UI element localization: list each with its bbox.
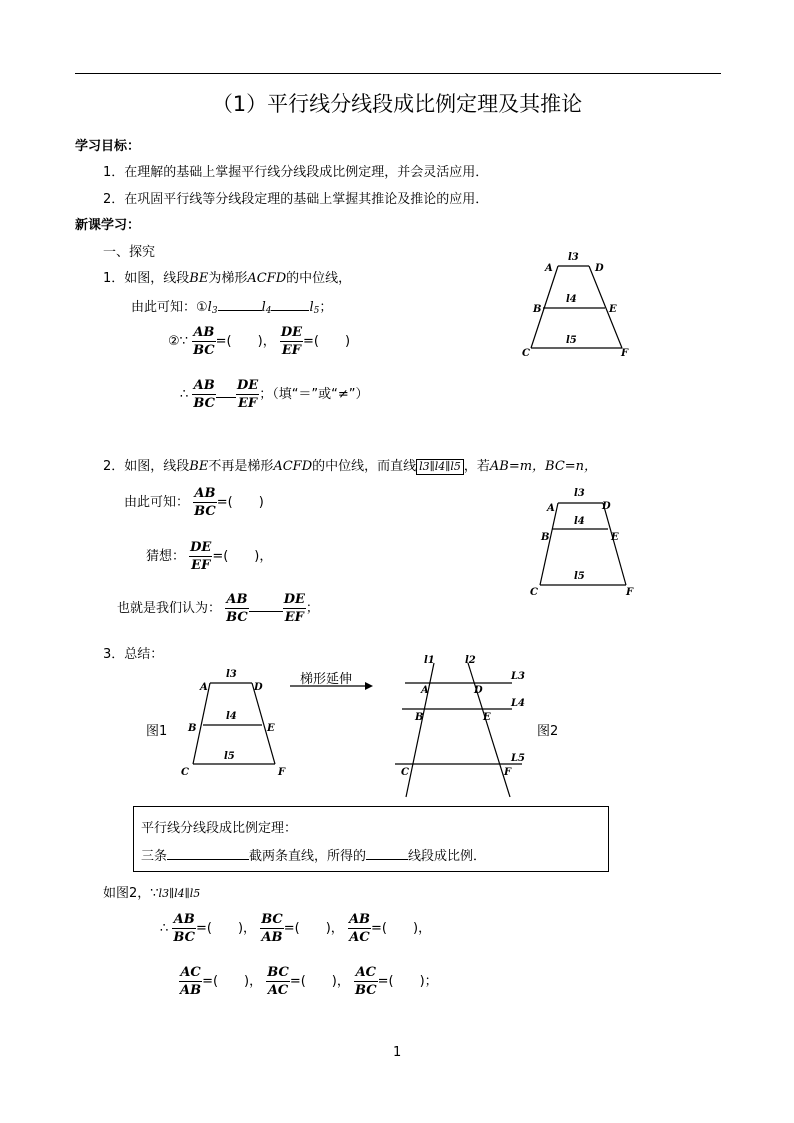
- q1-known: 由此可知：$①l_3$ $l_4$ $l_5$；: [131, 300, 333, 316]
- q1-known-label: 由此可知：①: [131, 300, 208, 315]
- frac-de-ef-4: $\frac{DE}{EF}$: [283, 592, 305, 625]
- ratio-paren-6[interactable]: =( )；: [377, 974, 438, 989]
- q2-label-l4: l4: [574, 516, 585, 527]
- frac-ac-ab: $\frac{AC}{AB}$: [180, 965, 202, 998]
- frac-bc-ab: $\frac{BC}{AB}$: [261, 912, 283, 945]
- objectives-heading: 学习目标：: [75, 139, 141, 154]
- fig1-label: 图1: [146, 724, 168, 739]
- q1-label-A: A: [545, 263, 553, 274]
- frac-de-ef-3: $\frac{DE}{EF}$: [190, 540, 212, 573]
- ratio-row-1: ∴ $\frac{AB}{BC}$ =( )， $\frac{BC}{AB}$ =( )， $\frac{AB}{AC}$ =( )，: [160, 912, 432, 945]
- q1-mid: 为梯形: [208, 271, 248, 286]
- q1-line3: ∴ $\frac{AB}{BC}$ $\frac{DE}{EF}$ ；（填“＝”或“≠”）: [180, 378, 369, 411]
- page-title: （1）平行线分线段成比例定理及其推论: [211, 92, 583, 116]
- q1-label-l5: l5: [566, 335, 577, 346]
- fig2-label-l2: l2: [465, 655, 476, 666]
- q2-parallel-box: l3∥l4∥l5: [416, 459, 464, 475]
- theorem-text: 三条 截两条直线，所得的 线段成比例．: [141, 849, 487, 864]
- q2-also: 也就是我们认为： $\frac{AB}{BC}$ $\frac{DE}{EF}$ ；: [117, 592, 319, 625]
- fig2-note: 如图2，∵l3∥l4∥l5: [103, 886, 201, 901]
- q1-label-l4: l4: [566, 294, 577, 305]
- theorem-title: 平行线分线段成比例定理：: [141, 821, 298, 836]
- q1-fill-hint: ；（填“＝”或“≠”）: [259, 387, 369, 402]
- q2-label-B: B: [541, 532, 550, 543]
- q2-label-A: A: [547, 503, 555, 514]
- fig2-label-A: A: [421, 685, 429, 696]
- fig1-label-l3: l3: [226, 669, 237, 680]
- q1-l5: $l_5$: [309, 300, 320, 316]
- frac-bc-ac: $\frac{BC}{AC}$: [267, 965, 289, 998]
- q2-label-E: E: [611, 532, 619, 543]
- fig2-label-F: F: [504, 767, 512, 778]
- explore-label: 一、探究: [103, 245, 156, 260]
- fig2-label-l1: l1: [424, 655, 435, 666]
- frac-ab-bc-2: $\frac{AB}{BC}$: [193, 378, 215, 411]
- figure-2-lines: [395, 663, 522, 797]
- extend-arrow: [290, 682, 373, 690]
- fig2-label-E: E: [483, 712, 491, 723]
- q2-fig-labels: [530, 488, 634, 598]
- frac-ab-bc: $\frac{AB}{BC}$: [193, 325, 215, 358]
- page-number: 1: [393, 1045, 402, 1060]
- q2-label-C: C: [530, 587, 538, 598]
- fig1-label-B: B: [188, 723, 197, 734]
- q1-seg: BE: [189, 271, 209, 286]
- fig2-label-C: C: [401, 767, 409, 778]
- q1-label-E: E: [609, 304, 617, 315]
- ratio-paren-4[interactable]: =( )，: [202, 974, 263, 989]
- q1-shape: ACFD: [247, 271, 287, 286]
- frac-de-ef: $\frac{DE}{EF}$: [280, 325, 303, 358]
- q2-label-D: D: [602, 501, 611, 512]
- q1-paren-a[interactable]: =( )，: [215, 334, 276, 349]
- q1-l3: $l_3$: [207, 300, 218, 316]
- q2-guess: 猜想： $\frac{DE}{EF}$ =( )，: [146, 540, 273, 573]
- q1-label-D: D: [595, 263, 604, 274]
- fig2-label-B: B: [415, 712, 424, 723]
- fig2-label-L5: L5: [511, 753, 525, 764]
- fig1-label-l4: l4: [226, 711, 237, 722]
- q2-label-F: F: [626, 587, 634, 598]
- q2-label-l3: l3: [574, 488, 585, 499]
- q1-pre: 1．如图，线段: [103, 271, 190, 286]
- q1-because: ②∵: [168, 334, 188, 349]
- fig2-label-L3: L3: [511, 671, 525, 682]
- objective-1: 1．在理解的基础上掌握平行线分线段成比例定理，并会灵活应用．: [103, 165, 489, 180]
- frac-ab-bc-5: $\frac{AB}{BC}$: [173, 912, 195, 945]
- q1-l4: $l_4$: [261, 300, 272, 316]
- objective-2: 2．在巩固平行线等分线段定理的基础上掌握其推论及推论的应用．: [103, 192, 489, 207]
- ratio-paren-2[interactable]: =( )，: [283, 921, 344, 936]
- arrow-label: 梯形延伸: [300, 672, 353, 687]
- fig2-label: 图2: [537, 724, 559, 739]
- fig2-label-D: D: [474, 685, 483, 696]
- q3-label: 3．总结：: [103, 647, 164, 662]
- q1-paren-b[interactable]: =( ): [303, 334, 351, 349]
- frac-de-ef-2: $\frac{DE}{EF}$: [237, 378, 259, 411]
- ratio-paren-3[interactable]: =( )，: [371, 921, 432, 936]
- fig1-label-l5: l5: [224, 751, 235, 762]
- fig1-label-F: F: [278, 767, 286, 778]
- fig2-label-L4: L4: [511, 698, 525, 709]
- q1-label-l3: l3: [568, 252, 579, 263]
- q1-label-C: C: [522, 348, 530, 359]
- q1-label-F: F: [621, 348, 629, 359]
- fig2-labels: [401, 655, 525, 778]
- frac-ac-bc: $\frac{AC}{BC}$: [355, 965, 377, 998]
- fig1-label-A: A: [200, 682, 208, 693]
- fig1-label-E: E: [267, 723, 275, 734]
- q2-known: 由此可知： $\frac{AB}{BC}$ =( ): [124, 486, 264, 519]
- q2-paren[interactable]: =( ): [216, 495, 264, 510]
- ratio-paren-1[interactable]: =( )，: [196, 921, 257, 936]
- q2-guess-paren[interactable]: =( )，: [212, 549, 273, 564]
- fig1-labels: [181, 669, 286, 778]
- q1-fig-labels: [522, 252, 629, 359]
- q1-label-B: B: [533, 304, 542, 315]
- new-lesson-heading: 新课学习：: [75, 218, 141, 233]
- ratio-paren-5[interactable]: =( )，: [289, 974, 350, 989]
- q1-post: 的中位线，: [286, 271, 352, 286]
- fig1-label-D: D: [254, 682, 263, 693]
- frac-ab-ac: $\frac{AB}{AC}$: [348, 912, 371, 945]
- fig1-label-C: C: [181, 767, 189, 778]
- q2-text: 2．如图，线段BE不再是梯形ACFD的中位线，而直线 l3∥l4∥l5 ，若AB=m，BC=n，: [103, 459, 598, 474]
- frac-ab-bc-3: $\frac{AB}{BC}$: [194, 486, 216, 519]
- q2-label-l5: l5: [574, 571, 585, 582]
- frac-ab-bc-4: $\frac{AB}{BC}$: [226, 592, 248, 625]
